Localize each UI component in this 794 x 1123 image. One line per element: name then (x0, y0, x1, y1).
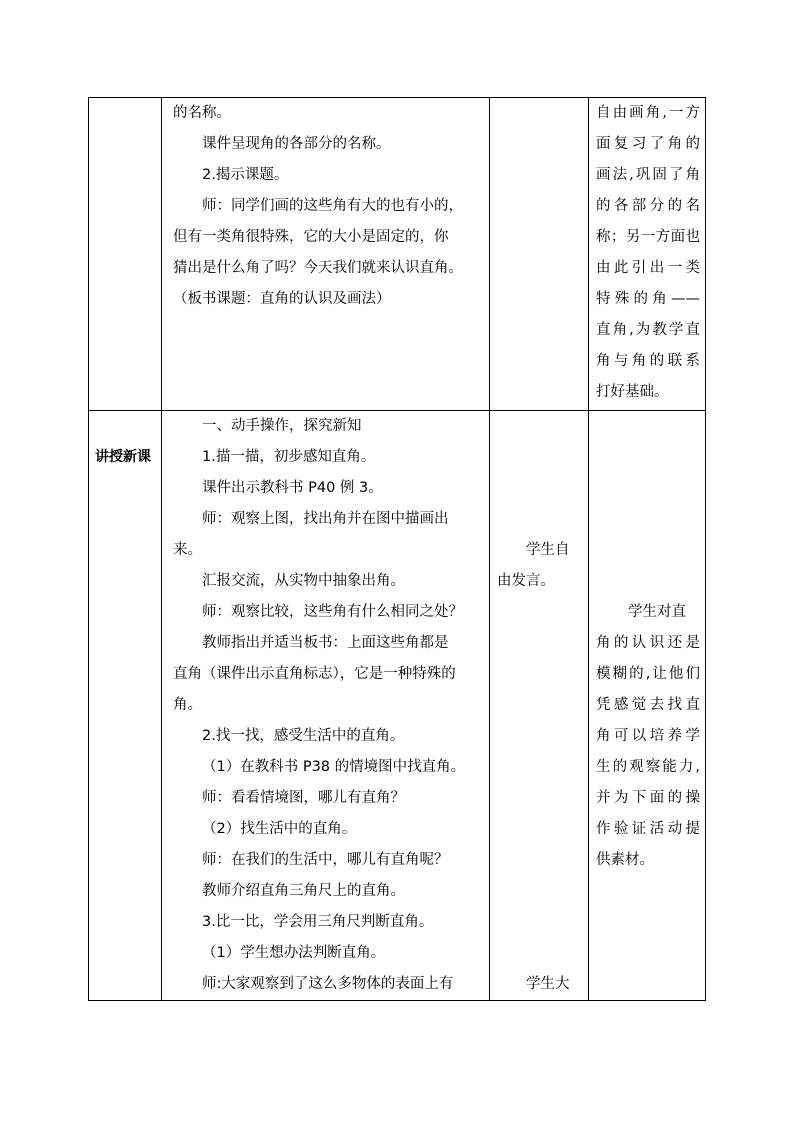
student-line: 学生自 (526, 542, 570, 558)
intent-line: 角的认识还是 (596, 635, 700, 651)
content-line: 师：观察上图，找出角并在图中描画出 (202, 511, 449, 527)
content-line: 课件呈现角的各部分的名称。 (202, 136, 391, 152)
intent-line: 角可以培养学 (596, 728, 700, 744)
intent-line: 的各部分的名 (596, 198, 700, 214)
intent-line: 并为下面的操 (596, 790, 700, 806)
student-line: 由发言。 (497, 573, 555, 589)
content-line: （2）找生活中的直角。 (202, 821, 357, 837)
content-line: 但有一类角很特殊，它的大小是固定的，你 (173, 229, 449, 245)
content-line: 来。 (173, 542, 202, 558)
column-divider (161, 98, 162, 1000)
intent-line: 自由画角,一方 (596, 105, 700, 121)
content-line: 2.揭示课题。 (202, 167, 289, 183)
row2-intent-cell (596, 597, 700, 876)
column-divider (588, 98, 589, 1000)
lesson-plan-table (88, 97, 706, 1001)
intent-line: 直角,为教学直 (596, 322, 700, 338)
content-line: 师：看看情境图，哪儿有直角？ (202, 790, 405, 806)
student-line: 学生大 (526, 976, 570, 992)
content-line: （1）学生想办法判断直角。 (202, 945, 386, 961)
content-line: 师：观察比较，这些角有什么相同之处？ (202, 604, 463, 620)
intent-line: 画法,巩固了角 (596, 167, 700, 183)
content-line: 师：在我们的生活中，哪儿有直角呢？ (202, 852, 449, 868)
content-line: 2.找一找，感受生活中的直角。 (202, 728, 405, 744)
intent-line: 作验证活动提 (596, 821, 700, 837)
row2-student-cell (497, 535, 585, 597)
content-line: （板书课题：直角的认识及画法） (173, 291, 391, 307)
content-line: 1.描一描，初步感知直角。 (202, 449, 376, 465)
intent-line: 由此引出一类 (596, 260, 700, 276)
row1-content-cell (173, 98, 483, 315)
content-line: 直角（课件出示直角标志），它是一种特殊的 (173, 666, 456, 682)
content-line: 的名称。 (173, 105, 231, 121)
intent-line: 模糊的,让他们 (596, 666, 700, 682)
content-line: 角。 (173, 697, 202, 713)
intent-line: 打好基础。 (596, 384, 669, 400)
intent-line: 供素材。 (596, 852, 654, 868)
intent-line: 生的观察能力, (596, 759, 700, 775)
content-line: 3.比一比，学会用三角尺判断直角。 (202, 914, 434, 930)
content-line: 师：同学们画的这些角有大的也有小的， (202, 198, 463, 214)
intent-line: 学生对直 (628, 604, 686, 620)
content-line: 猜出是什么角了吗？今天我们就来认识直角。 (173, 260, 463, 276)
content-line: 汇报交流，从实物中抽象出角。 (202, 573, 405, 589)
intent-line: 称；另一方面也 (596, 229, 700, 245)
intent-line: 凭感觉去找直 (596, 697, 700, 713)
intent-line: 面复习了角的 (596, 136, 700, 152)
content-line: 一、动手操作，探究新知 (202, 418, 362, 434)
stage-label: 讲授新课 (95, 449, 151, 465)
row2-content-cell (173, 411, 483, 1000)
content-line: 师:大家观察到了这么多物体的表面上有 (202, 976, 454, 992)
content-line: 教师指出并适当板书：上面这些角都是 (202, 635, 449, 651)
row2-student-cell-bottom (497, 969, 585, 1000)
content-line: （1）在教科书 P38 的情境图中找直角。 (202, 759, 466, 775)
row1-intent-cell (596, 98, 700, 408)
intent-line: 特殊的角—— (596, 291, 700, 307)
content-line: 课件出示教科书 P40 例 3。 (202, 480, 383, 496)
content-line: 教师介绍直角三角尺上的直角。 (202, 883, 405, 899)
column-divider (489, 98, 490, 1000)
intent-line: 角与角的联系 (596, 353, 700, 369)
